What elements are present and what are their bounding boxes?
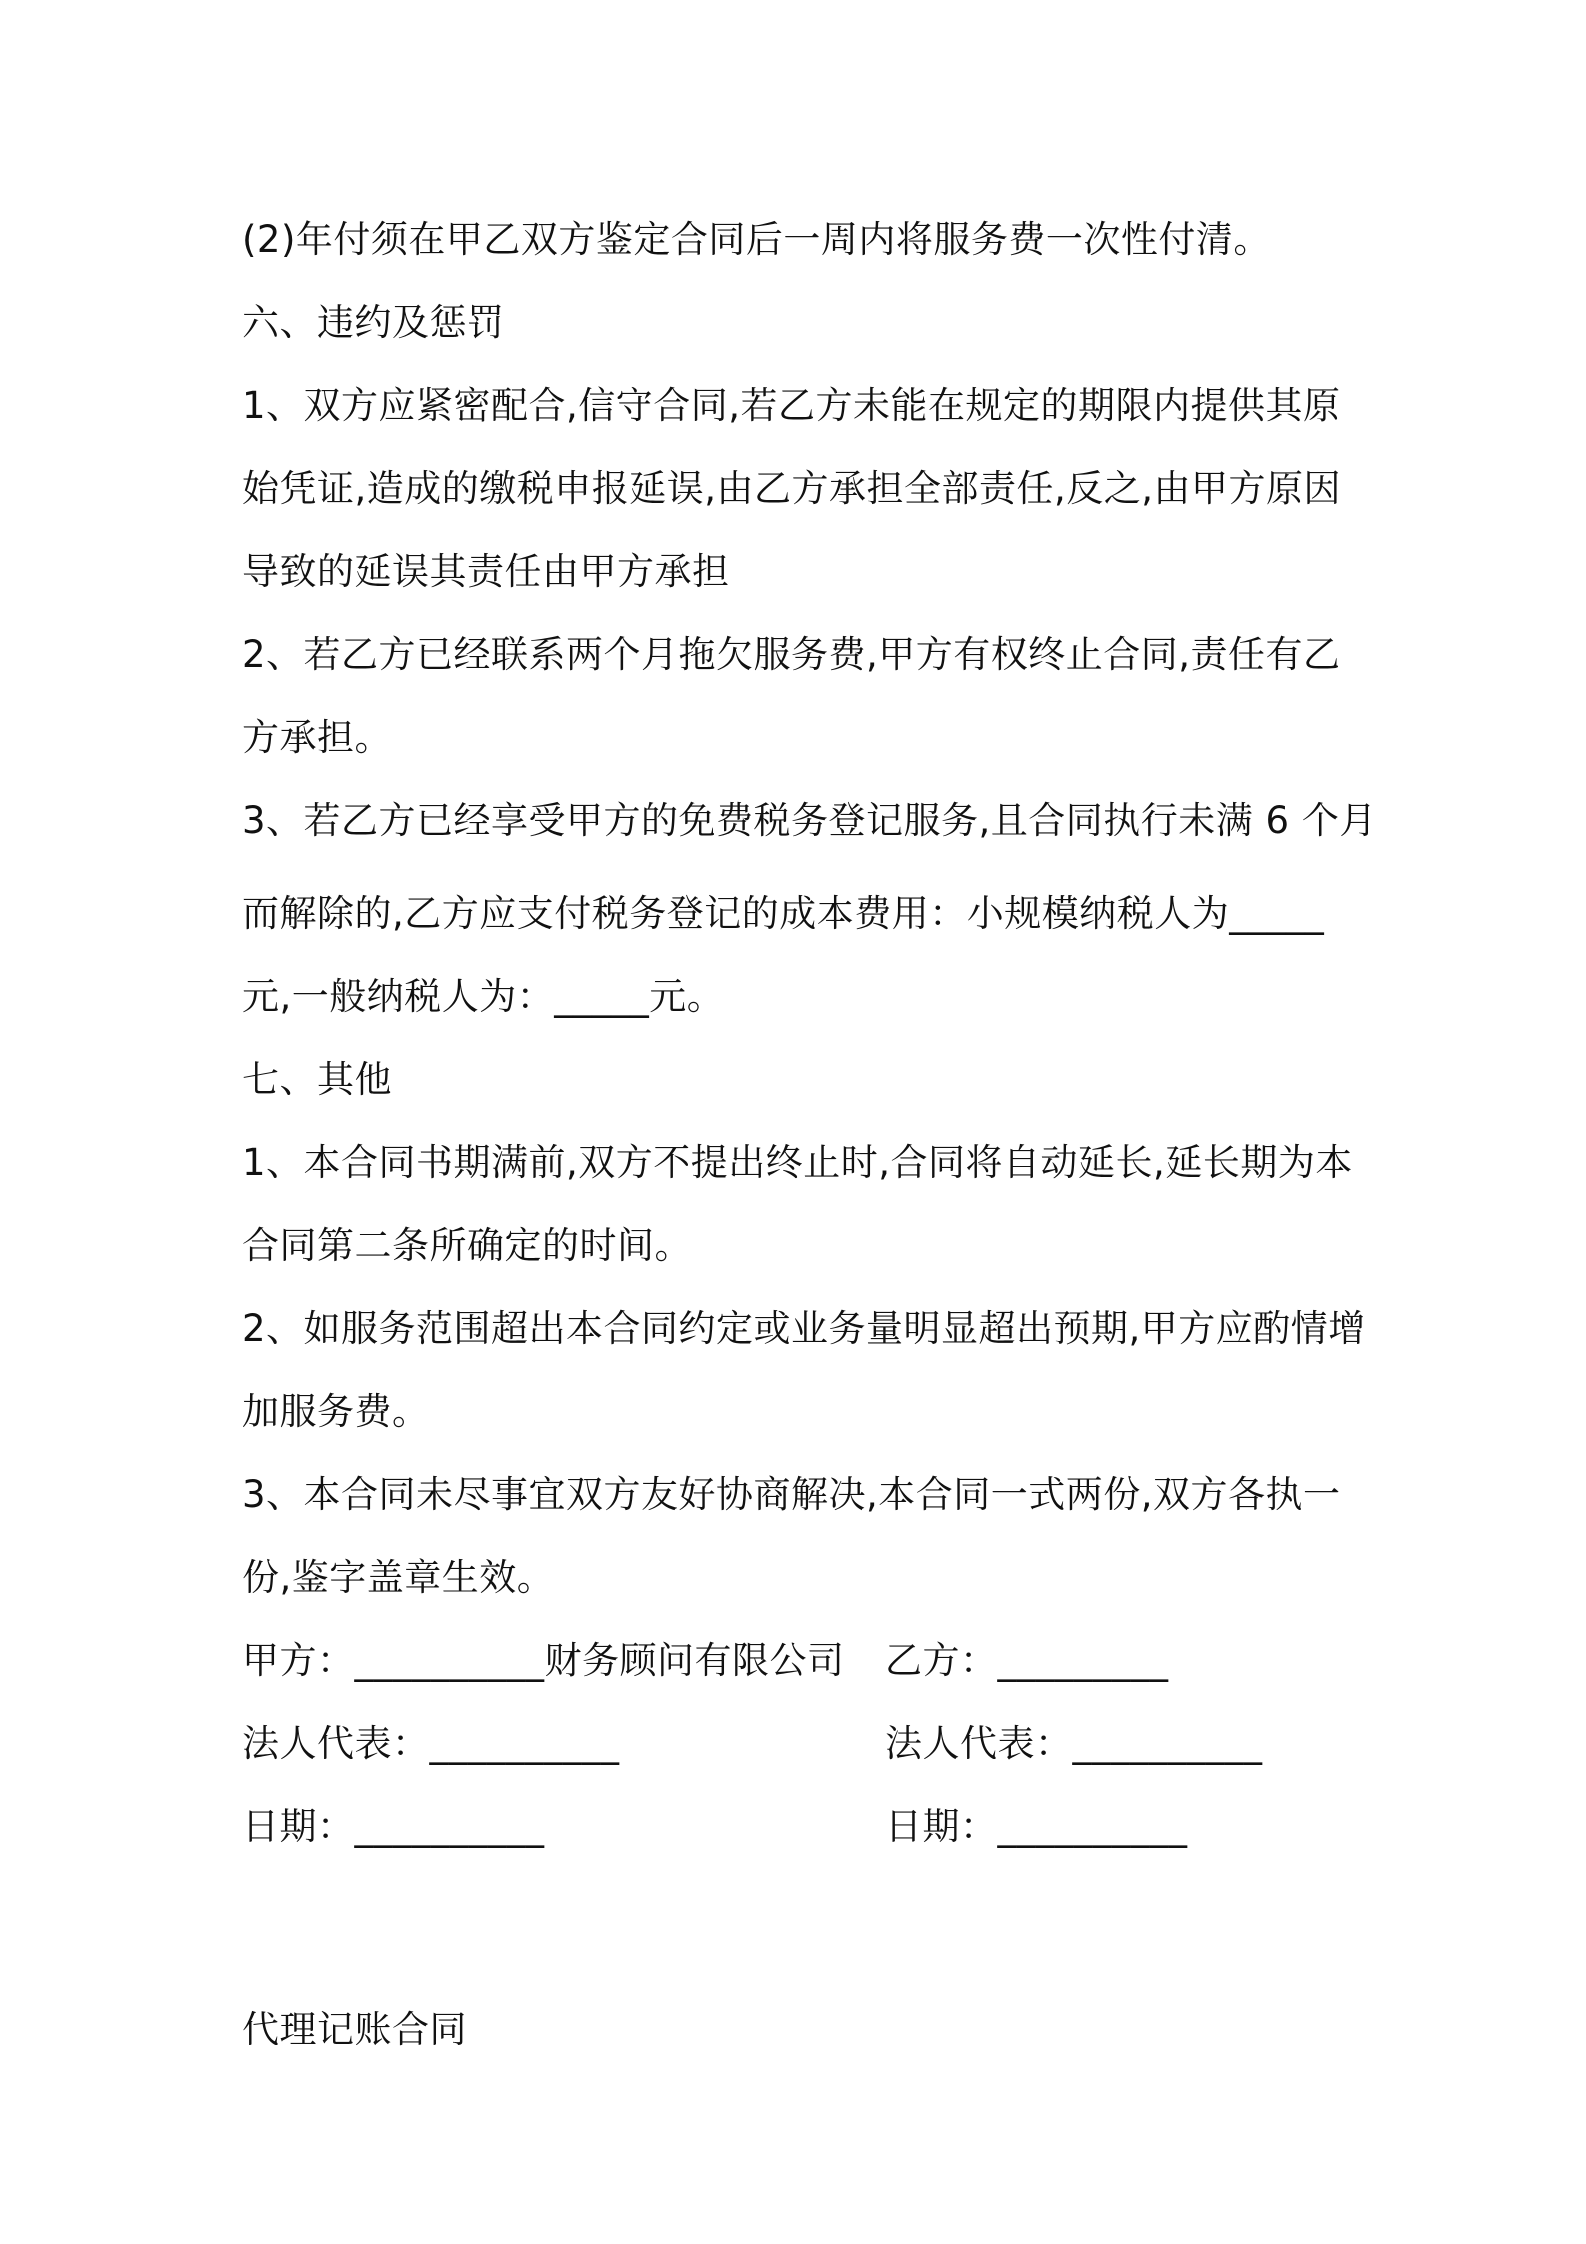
other-clause-3-line-1: 3、本合同未尽事宜双方友好协商解决,本合同一式两份,双方各执一 — [242, 1473, 1341, 1516]
signature-row-party — [242, 1619, 1360, 1702]
other-clause-3-line-2: 份,鉴字盖章生效。 — [242, 1556, 555, 1599]
payment-clause-annual: (2)年付须在甲乙双方鉴定合同后一周内将服务费一次性付清。 — [242, 218, 1271, 261]
other-clause-2-line-2: 加服务费。 — [242, 1390, 430, 1433]
next-document-title: 代理记账合同 — [242, 2008, 467, 2051]
section-spacer — [242, 1868, 1360, 1988]
line-gap — [242, 862, 1360, 872]
representative-a-label: 法人代表：__________ — [242, 1722, 620, 1765]
breach-clause-2-line-1: 2、若乙方已经联系两个月拖欠服务费,甲方有权终止合同,责任有乙 — [242, 633, 1341, 676]
signature-row-date — [242, 1785, 1360, 1868]
breach-clause-2-line-2: 方承担。 — [242, 716, 392, 759]
signature-row-representative — [242, 1702, 1360, 1785]
breach-clause-3-line-3: 元,一般纳税人为：_____元。 — [242, 975, 725, 1018]
other-clause-1-line-1: 1、本合同书期满前,双方不提出终止时,合同将自动延长,延长期为本 — [242, 1141, 1353, 1184]
breach-clause-3-line-1: 3、若乙方已经享受甲方的免费税务登记服务,且合同执行未满 6 个月 — [242, 799, 1377, 842]
document-body — [242, 198, 1377, 2071]
date-b-label: 日期：__________ — [885, 1805, 1188, 1848]
representative-b-label: 法人代表：__________ — [885, 1722, 1263, 1765]
other-clause-1-line-2: 合同第二条所确定的时间。 — [242, 1224, 692, 1267]
section-heading-breach: 六、违约及惩罚 — [242, 301, 505, 344]
date-a-label: 日期：__________ — [242, 1805, 545, 1848]
party-a-label: 甲方：__________财务顾问有限公司 — [242, 1639, 845, 1682]
breach-clause-1-line-3: 导致的延误其责任由甲方承担 — [242, 550, 730, 593]
section-heading-other: 七、其他 — [242, 1058, 392, 1101]
breach-clause-1-line-2: 始凭证,造成的缴税申报延误,由乙方承担全部责任,反之,由甲方原因 — [242, 467, 1342, 510]
breach-clause-3-line-2: 而解除的,乙方应支付税务登记的成本费用：小规模纳税人为_____ — [242, 892, 1325, 935]
other-clause-2-line-1: 2、如服务范围超出本合同约定或业务量明显超出预期,甲方应酌情增 — [242, 1307, 1366, 1350]
party-b-label: 乙方：_________ — [885, 1639, 1169, 1682]
breach-clause-1-line-1: 1、双方应紧密配合,信守合同,若乙方未能在规定的期限内提供其原 — [242, 384, 1341, 427]
